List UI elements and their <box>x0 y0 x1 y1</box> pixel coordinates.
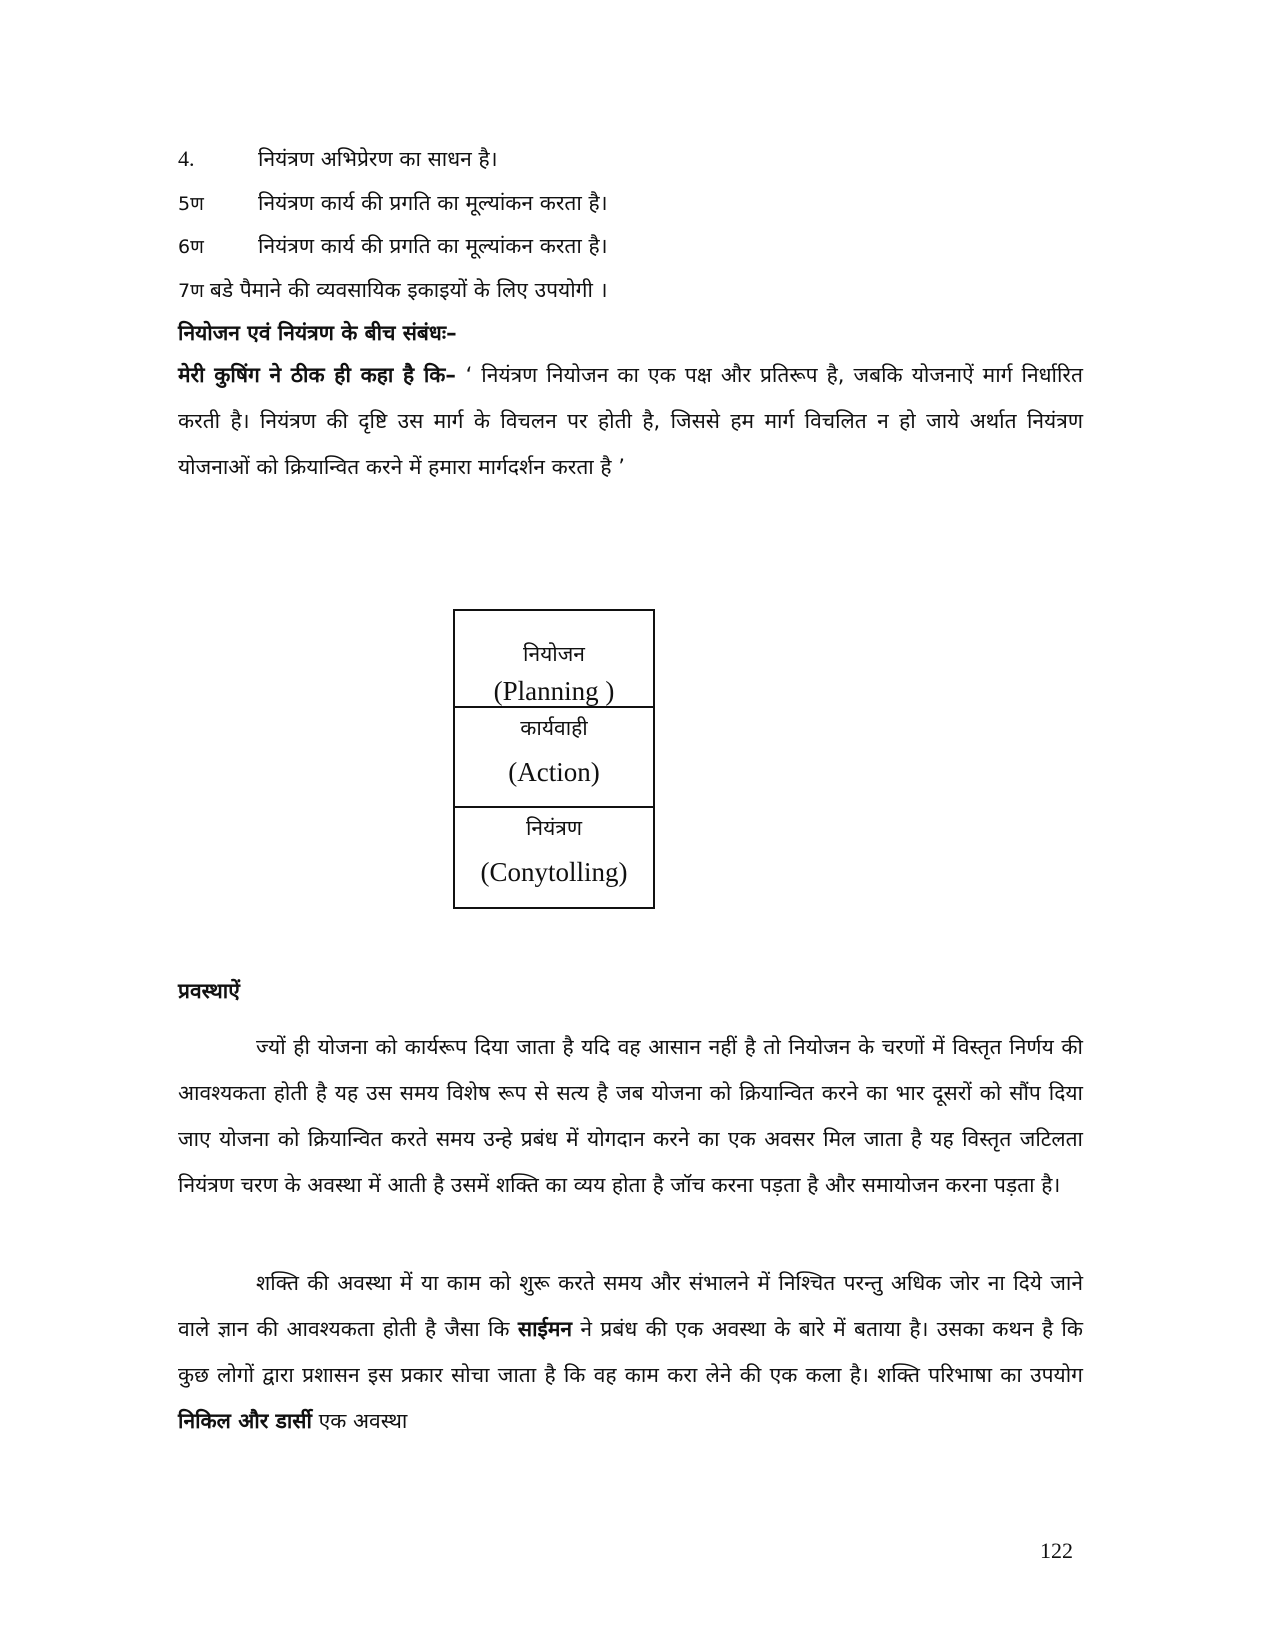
list-item-5 <box>178 188 608 219</box>
list-number: 5ण <box>178 193 204 215</box>
list-number: 4. <box>178 146 195 171</box>
box-label-hindi: नियोजन <box>523 642 585 666</box>
diagram-box-planning <box>455 611 653 706</box>
list-text: नियंत्रण अभिप्रेरण का साधन है। <box>258 147 498 171</box>
diagram-box-action <box>455 706 653 806</box>
planning-action-control-diagram <box>453 609 655 909</box>
stages-paragraph-1: ज्यों ही योजना को कार्यरूप दिया जाता है यदि वह आसान नहीं है तो नियोजन के चरणों में विस्तृत निर्णय की आवश्यकता होती है यह उस समय विशेष रूप से सत्य है जब योजना को क्रियान्वित करने का भार दूसरों को सौंप दिया जाए योजना को क्रियान्वित करते समय उन्हे प्रबंध में योगदान करने का एक अवसर मिल जाता है यह विस्तृत जटिलता नियंत्रण चरण के अवस्था में आती है उसमें शक्ति का व्यय होता है जॉच करना पड़ता है और समायोजन करना पड़ता है। <box>178 1035 1083 1197</box>
box-label-english: (Action) <box>508 757 600 787</box>
box-label-english: (Planning ) <box>493 676 615 706</box>
author-name-simon: साईमन <box>517 1317 573 1341</box>
box-label-hindi: कार्यवाही <box>520 716 588 740</box>
author-name-nickel-darcy: निकिल और डार्सी <box>178 1409 312 1433</box>
para-text: शक्ति की अवस्था में या काम को शुरू करते समय और संभालने में निश्चित परन्तु अधिक जोर ना दिये जाने वाले ज्ञान की आवश्यकता होती है जैसा कि <box>178 1271 1083 1341</box>
page-number: 122 <box>1040 1538 1073 1563</box>
list-text: नियंत्रण कार्य की प्रगति का मूल्यांकन करता है। <box>258 191 608 215</box>
list-number: 6ण <box>178 236 204 258</box>
list-item-4 <box>178 144 498 174</box>
para-text: एक अवस्था <box>311 1409 408 1433</box>
box-label-english: (Conytolling) <box>480 857 628 887</box>
list-item-6 <box>178 231 608 262</box>
quote-paragraph <box>178 352 1083 490</box>
section-heading-planning-control: नियोजन एवं नियंत्रण के बीच संबंधः– <box>178 321 457 345</box>
section-heading-stages: प्रवस्थाऐं <box>178 979 240 1003</box>
list-number: 7ण <box>178 280 204 302</box>
stages-paragraph-2 <box>178 1260 1083 1444</box>
list-item-7 <box>178 275 608 306</box>
quote-text: ‘ नियंत्रण नियोजन का एक पक्ष और प्रतिरूप है, जबकि योजनाऐं मार्ग निर्धारित करती है। नियंत्रण की दृष्टि उस मार्ग के विचलन पर होती है, जिससे हम मार्ग विचलित न हो जाये अर्थात नियंत्रण योजनाओं को क्रियान्वित करने में हमारा मार्गदर्शन करता है ’ <box>178 363 1083 479</box>
para-text: ने प्रबंध की एक अवस्था के बारे में बताया है। उसका कथन है कि कुछ लोगों द्वारा प्रशासन इस प्रकार सोचा जाता है कि वह काम करा लेने की एक कला है। शक्ति परिभाषा का उपयोग <box>178 1317 1083 1387</box>
list-text: बडे पैमाने की व्यवसायिक इकाइयों के लिए उपयोगी । <box>209 278 608 302</box>
list-text: नियंत्रण कार्य की प्रगति का मूल्यांकन करता है। <box>258 234 608 258</box>
quote-attribution: मेरी कुषिंग ने ठीक ही कहा है कि– <box>178 363 466 387</box>
box-label-hindi: नियंत्रण <box>525 816 583 840</box>
diagram-box-controlling <box>455 806 653 907</box>
